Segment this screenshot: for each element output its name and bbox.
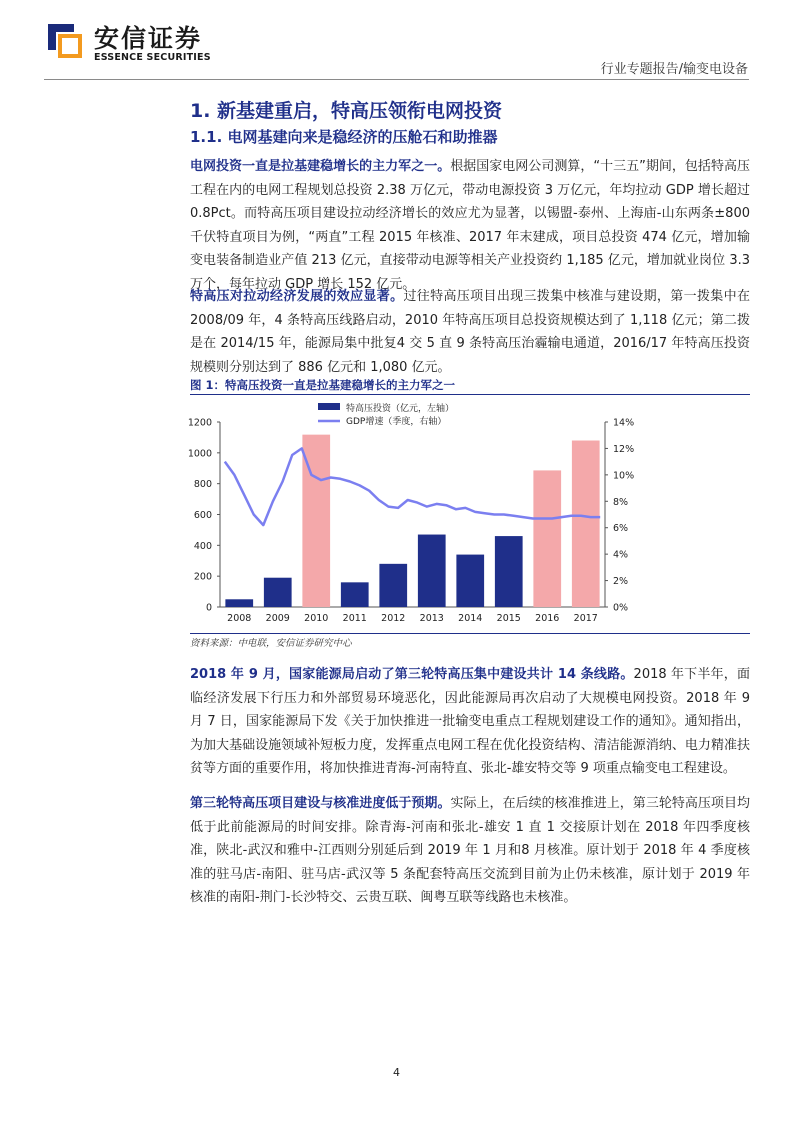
company-logo [44,20,211,74]
subsection-heading: 1.1. 电网基建向来是稳经济的压舱石和助推器 [190,128,498,146]
right-axis-tick-label: 12% [613,443,635,455]
figure-bottom-rule [190,633,750,634]
bar-2011 [341,582,369,607]
x-tick-label: 2009 [265,613,290,624]
bar-2008 [225,599,253,607]
left-axis-tick-label: 200 [193,571,212,583]
right-axis-tick-label: 6% [613,523,629,535]
bar-2016 [533,470,561,607]
right-axis-tick-label: 4% [613,549,629,561]
x-tick-label: 2011 [342,613,367,624]
right-axis-tick-label: 2% [613,576,629,588]
right-axis-tick-label: 8% [613,496,629,508]
paragraph-lead: 2018 年 9 月，国家能源局启动了第三轮特高压集中建设共计 14 条线路。 [190,667,634,682]
figure-source: 资料来源：中电联，安信证券研究中心 [190,638,352,649]
paragraph-text: 2018 年下半年，面临经济发展下行压力和外部贸易环境恶化，因此能源局再次启动了大规模电网投资。2018 年 9 月 7 日，国家能源局下发《关于加快推进一批输变电重点工程规划建设工作的通知》。通知指出，为加大基础设施领域补短板力度，发挥重点电网工程在优化投资结构、清洁能源消纳、电力精准扶贫等方面的重要作用，将加快推进青海-河南特直、张北-雄安特交等 9 项重点输变电工程建设。 [190,667,750,776]
bar-2014 [456,555,484,607]
right-axis-tick-label: 14% [613,417,635,429]
x-tick-label: 2017 [573,613,598,624]
legend-label-gdp: GDP增速（季度，右轴） [346,417,447,427]
paragraph-2 [190,285,750,379]
investment-gdp-chart [185,398,645,634]
figure-top-rule [190,394,750,395]
bar-2009 [264,578,292,607]
x-tick-label: 2015 [496,613,521,624]
paragraph-3 [190,663,750,781]
left-axis-tick-label: 400 [193,540,212,552]
x-tick-label: 2014 [458,613,483,624]
paragraph-text: 根据国家电网公司测算，“十三五”期间，包括特高压工程在内的电网工程规划总投资 2.38 万亿元，带动电源投资 3 万亿元，年均拉动 GDP 增长超过 0.8Pct。而特高压项目建设拉动经济增长的效应尤为显著，以锡盟-泰州、上海庙-山东两条±800 千伏特直项目为例，“两直”工程 2015 年核准、2017 年末建成，项目总投资 474 亿元，增加输变电装备制造业产值 213 亿元，直接带动电源等相关产业投资约 1,185 亿元，增加就业岗位 3.3 万个，每年拉动 GDP 增长 152 亿元。 [190,159,750,292]
brand-name-en: ESSENCE SECURITIES [94,52,211,63]
paragraph-text: 过往特高压项目出现三拨集中核准与建设期，第一拨集中在 2008/09 年，4 条特高压线路启动，2010 年特高压项目总投资规模达到了 1,118 亿元；第二拨是在 2014/15 年，能源局集中批复4 交 5 直 9 条特高压治霾输电通道，2016/17 年特高压投资规模则分别达到了 886 亿元和 1,080 亿元。 [190,289,750,375]
left-axis-tick-label: 1200 [187,417,212,429]
bar-2012 [379,564,407,607]
section-heading: 1. 新基建重启，特高压领衔电网投资 [190,100,503,122]
page-number: 4 [393,1066,400,1079]
report-category: 行业专题报告/输变电设备 [600,62,748,77]
paragraph-1 [190,155,750,296]
bar-2013 [418,535,446,607]
paragraph-text: 实际上，在后续的核准推进上，第三轮特高压项目均低于此前能源局的时间安排。除青海-河南和张北-雄安 1 直 1 交接原计划在 2018 年四季度核准，陕北-武汉和雅中-江西则分别延后到 2019 年 1 月和8 月核准。原计划于 2018 年 4 季度核准的驻马店-南阳、驻马店-武汉等 5 条配套特高压交流到目前为止仍未核准，原计划于 2019 年核准的南阳-荆门-长沙特交、云贵互联、闽粤互联等线路也未核准。 [190,796,750,905]
paragraph-4 [190,792,750,910]
logo-mark-icon [44,20,84,60]
x-tick-label: 2016 [535,613,560,624]
right-axis-tick-label: 0% [613,602,629,614]
legend-label-investment: 特高压投资（亿元，左轴） [346,404,455,414]
legend-swatch-investment [318,403,340,410]
paragraph-lead: 特高压对拉动经济发展的效应显著。 [190,289,404,304]
left-axis-tick-label: 800 [193,479,212,491]
left-axis-tick-label: 600 [193,510,212,521]
left-axis-tick-label: 0 [205,602,212,614]
x-tick-label: 2012 [381,613,406,624]
figure-title: 图 1：特高压投资一直是拉基建稳增长的主力军之一 [190,378,456,392]
paragraph-lead: 电网投资一直是拉基建稳增长的主力军之一。 [190,159,451,174]
bar-2015 [495,536,523,607]
brand-name-cn: 安信证券 [94,24,203,53]
x-tick-label: 2013 [419,613,444,624]
x-tick-label: 2010 [304,613,329,624]
x-tick-label: 2008 [227,613,252,624]
bar-2017 [572,441,600,608]
left-axis-tick-label: 1000 [187,448,212,460]
paragraph-lead: 第三轮特高压项目建设与核准进度低于预期。 [190,796,451,811]
right-axis-tick-label: 10% [613,470,635,482]
header-divider [44,79,749,80]
